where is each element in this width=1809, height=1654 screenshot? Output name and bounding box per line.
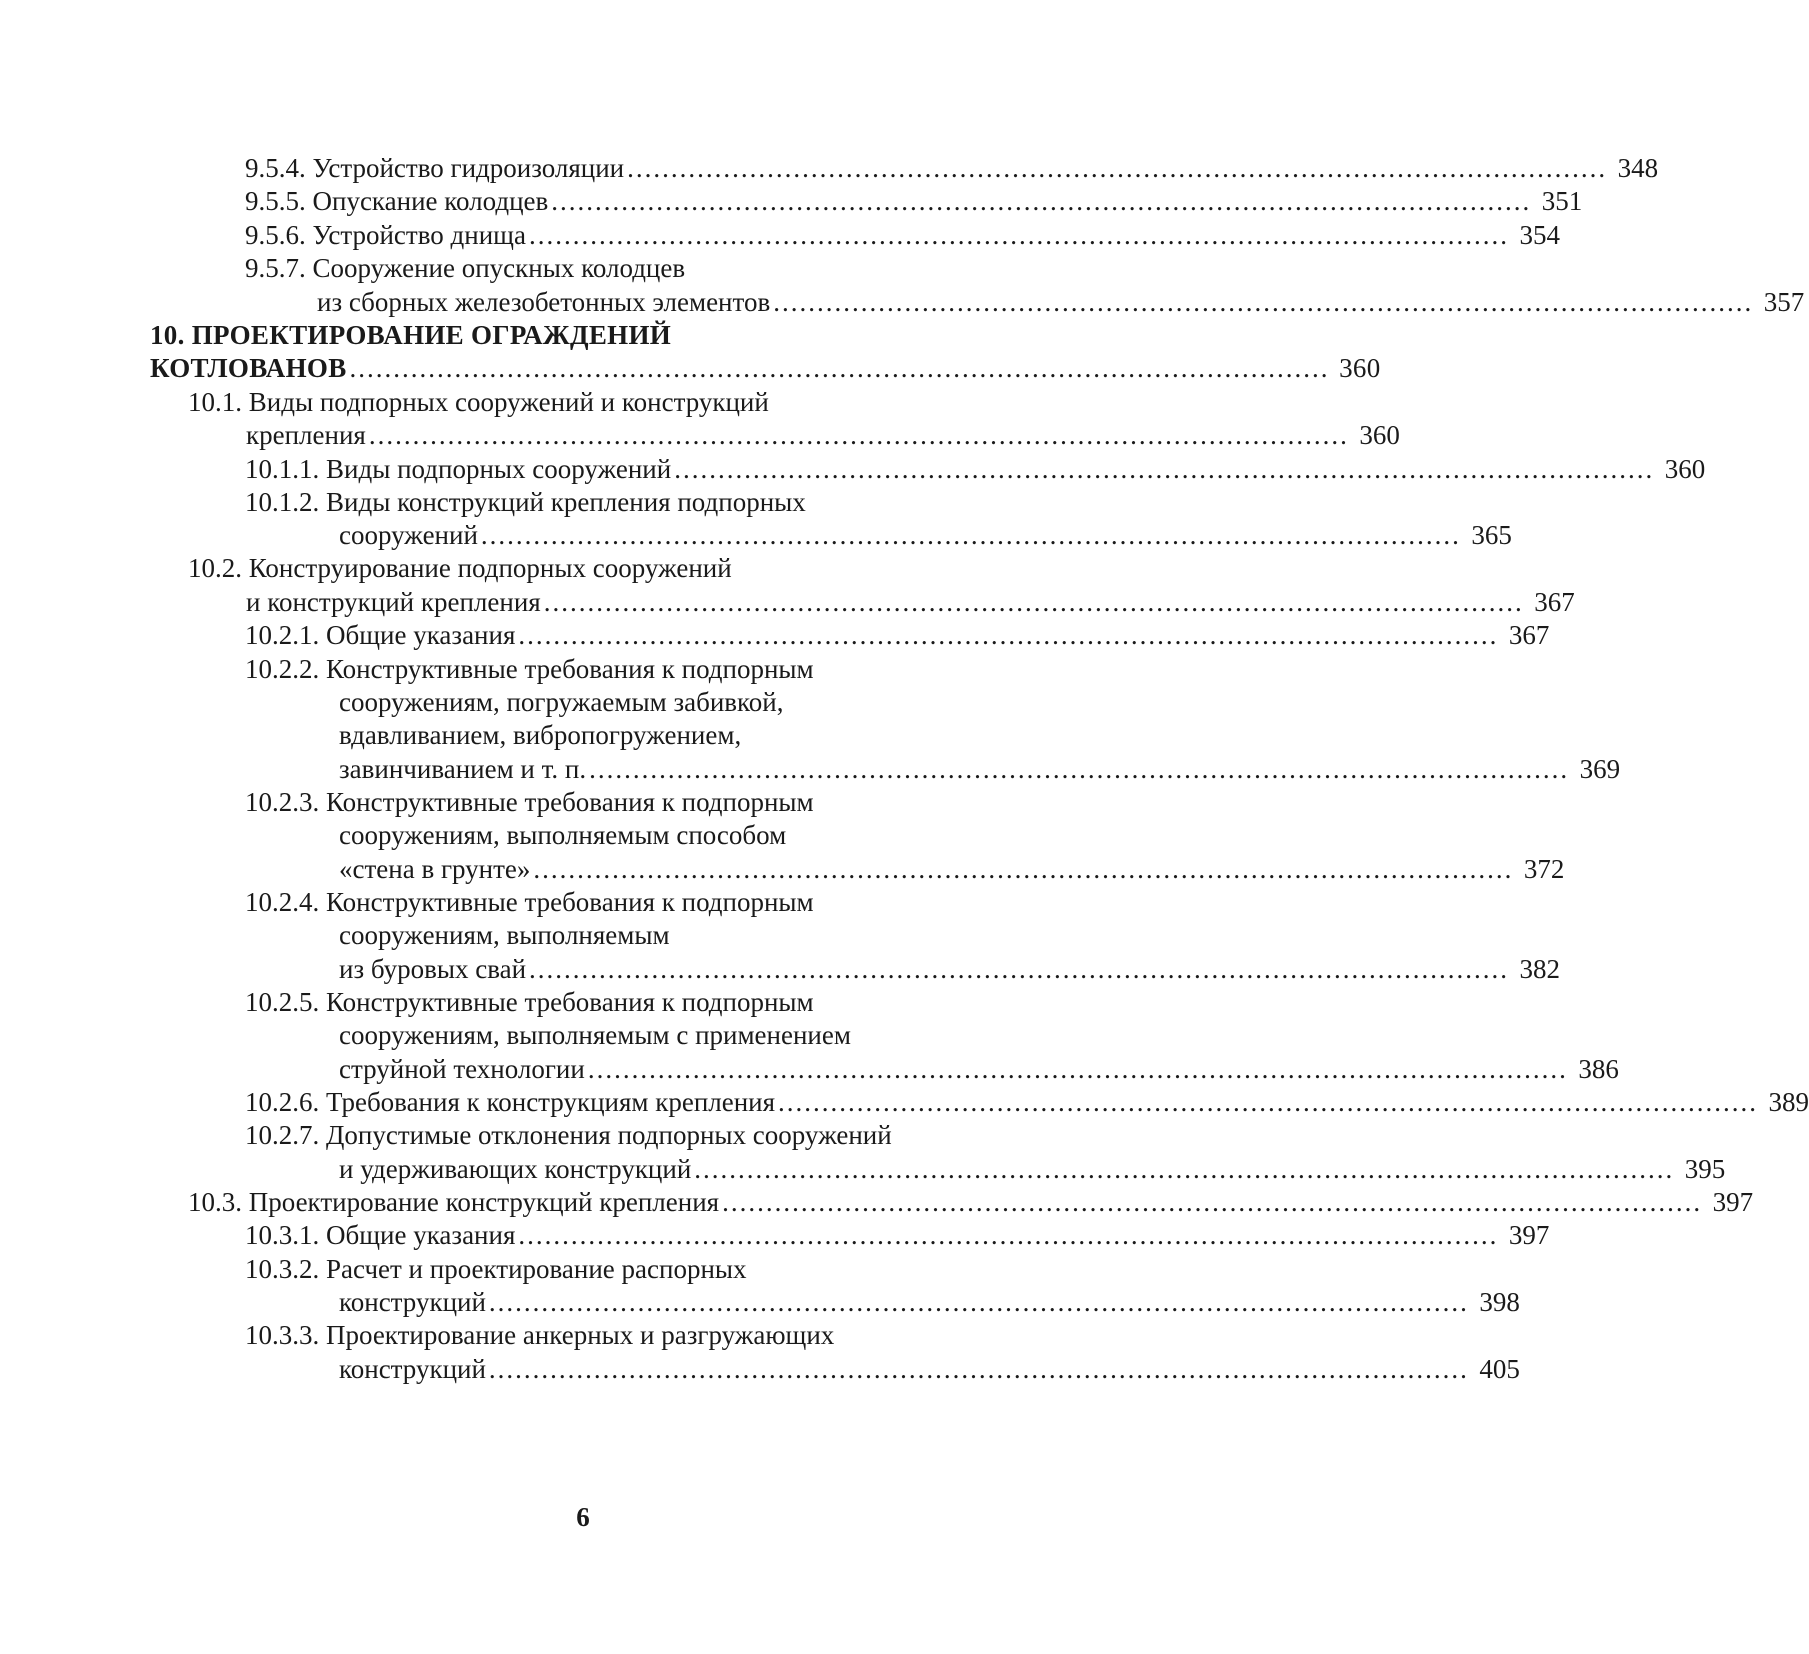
toc-entry-title: и удерживающих конструкций [339,1154,692,1184]
toc-entry[interactable] [339,852,1565,886]
toc-page-number: 357 [1763,287,1805,317]
toc-entry-title: 10.2.7. Допустимые отклонения подпорных сооружений [245,1120,892,1150]
toc-page-number: 369 [1579,754,1621,784]
toc-leader: ................................................................................................................ [551,186,1532,216]
toc-entry-title: 10.1.1. Виды подпорных сооружений [245,454,672,484]
toc-leader: ................................................................................................................ [627,153,1608,183]
toc-entry-continued[interactable] [245,652,988,686]
toc-chapter-heading[interactable] [150,318,988,352]
toc-entry-title: 10.3. Проектирование конструкций крепления [188,1187,720,1217]
toc-entry-title: 9.5.6. Устройство днища [245,220,526,250]
toc-leader: ................................................................................................................ [589,754,1570,784]
toc-entry-title: крепления [246,420,366,450]
toc-entry-title: 9.5.7. Сооружение опускных колодцев [245,253,686,283]
toc-entry[interactable] [245,1085,1809,1119]
toc-leader: ................................................................................................................ [587,1054,1568,1084]
toc-page-number: 398 [1479,1287,1520,1317]
toc-entry-title: конструкций [339,1354,486,1384]
toc-entry[interactable] [339,1152,1726,1186]
toc-entry-continued[interactable] [245,885,988,919]
toc-leader: ................................................................................................................ [368,420,1349,450]
toc-entry-title: 10.2.4. Конструктивные требования к подпорным [245,887,814,917]
toc-entry-title: 10.1. Виды подпорных сооружений и конструкций [188,387,769,417]
toc-entry[interactable] [245,184,1583,218]
toc-entry-title: и конструкций крепления [246,587,541,617]
toc-entry-title: сооружений [339,520,478,550]
toc-leader: ................................................................................................................ [533,854,1514,884]
toc-entry[interactable] [339,518,1512,552]
toc-leader: ................................................................................................................ [543,587,1524,617]
toc-entry-title: «стена в грунте» [339,854,531,884]
toc-entry[interactable] [317,285,1805,319]
toc-page-number: 397 [1508,1220,1550,1250]
toc-entry[interactable] [246,585,1575,619]
toc-leader: ................................................................................................................ [528,220,1509,250]
toc-entry-title: 10.3.1. Общие указания [245,1220,516,1250]
toc-page-number: 360 [1359,420,1400,450]
toc-entry[interactable] [188,1185,1754,1219]
toc-entry-title: 10.2.5. Конструктивные требования к подпорным [245,987,814,1017]
toc-leader: ................................................................................................................ [488,1287,1469,1317]
toc-page-number: 365 [1471,520,1512,550]
toc-entry-title: 10.3.3. Проектирование анкерных и разгружающих [245,1320,835,1350]
toc-entry-continued[interactable] [339,718,988,752]
toc-entry-title: сооружениям, погружаемым забивкой, [339,687,784,717]
toc-leader: ................................................................................................................ [518,620,1499,650]
toc-entry[interactable] [245,1218,1550,1252]
toc-page-number: 367 [1534,587,1575,617]
toc-page-number: 360 [1664,454,1706,484]
toc-page-number: 351 [1541,186,1583,216]
toc-leader: ................................................................................................................ [518,1220,1499,1250]
toc-page-number: 354 [1519,220,1560,250]
toc-entry-title: сооружениям, выполняемым [339,920,670,950]
toc-entry-title: вдавливанием, вибропогружением, [339,720,742,750]
toc-entry-continued[interactable] [245,1252,988,1286]
toc-page-number: 397 [1712,1187,1754,1217]
toc-entry-continued[interactable] [339,818,988,852]
toc-entry-continued[interactable] [245,251,988,285]
toc-page-number: 395 [1684,1154,1726,1184]
toc-entry-continued[interactable] [339,685,988,719]
toc-entry[interactable] [245,618,1550,652]
toc-section-heading[interactable] [188,385,988,419]
toc-entry[interactable] [339,1352,1520,1386]
toc-entry-title: 10.1.2. Виды конструкций крепления подпорных [245,487,806,517]
toc-leader: ................................................................................................................ [674,454,1655,484]
toc-entry-title: сооружениям, выполняемым с применением [339,1020,851,1050]
toc-leader: ................................................................................................................ [722,1187,1703,1217]
toc-entry-title: 10.2.1. Общие указания [245,620,516,650]
toc-entry-title: сооружениям, выполняемым способом [339,820,787,850]
toc-leader: ................................................................................................................ [480,520,1461,550]
toc-entry-continued[interactable] [245,785,988,819]
toc-entry-title: из буровых свай [339,954,527,984]
toc-entry-title: из сборных железобетонных элементов [317,287,771,317]
toc-entry-title: 10.2.2. Конструктивные требования к подпорным [245,654,814,684]
toc-entry-title: 9.5.5. Опускание колодцев [245,186,549,216]
toc-entry-title: 10.2.3. Конструктивные требования к подпорным [245,787,814,817]
toc-entry-continued[interactable] [339,918,988,952]
toc-entry-title: 10.2. Конструирование подпорных сооружений [188,553,732,583]
toc-page-number: 386 [1578,1054,1619,1084]
toc-page-number: 382 [1519,954,1561,984]
toc-leader: ................................................................................................................ [488,1354,1469,1384]
toc-page-number: 405 [1479,1354,1520,1384]
toc-page-number: 389 [1768,1087,1809,1117]
toc-chapter-title: 10. ПРОЕКТИРОВАНИЕ ОГРАЖДЕНИЙ [150,320,672,350]
toc-leader: ................................................................................................................ [773,287,1754,317]
toc-page-number: 367 [1508,620,1550,650]
toc-entry[interactable] [339,952,1561,986]
toc-section-heading[interactable] [188,551,988,585]
toc-entry-title: струйной технологии [339,1054,585,1084]
toc-entry[interactable] [245,151,1659,185]
toc-entry[interactable] [246,418,1400,452]
page-number: 6 [576,1502,590,1532]
toc-entry-continued[interactable] [245,1318,988,1352]
toc-leader: ................................................................................................................ [349,353,1330,383]
toc-page-number: 348 [1617,153,1659,183]
toc-entry-continued[interactable] [245,985,988,1019]
toc-entry[interactable] [339,752,1621,786]
toc-page-number: 372 [1523,854,1565,884]
toc-leader: ................................................................................................................ [778,1087,1759,1117]
toc-page-number: 360 [1339,353,1381,383]
toc-leader: ................................................................................................................ [529,954,1510,984]
toc-entry[interactable] [245,218,1560,252]
toc-entry-continued[interactable] [339,1018,988,1052]
toc-entry[interactable] [245,452,1706,486]
toc-entry-continued[interactable] [245,1118,996,1152]
toc-chapter-entry[interactable] [150,351,1381,385]
toc-entry-continued[interactable] [245,485,988,519]
toc-leader: ................................................................................................................ [694,1154,1675,1184]
toc-entry-title: конструкций [339,1287,486,1317]
toc-entry-title: 9.5.4. Устройство гидроизоляции [245,153,625,183]
toc-entry[interactable] [339,1052,1619,1086]
toc-chapter-title: КОТЛОВАНОВ [150,353,347,383]
toc-entry-title: 10.2.6. Требования к конструкциям крепления [245,1087,776,1117]
toc-entry-title: 10.3.2. Расчет и проектирование распорных [245,1254,747,1284]
toc-entry[interactable] [339,1285,1520,1319]
toc-entry-title: завинчиванием и т. п. [339,754,587,784]
